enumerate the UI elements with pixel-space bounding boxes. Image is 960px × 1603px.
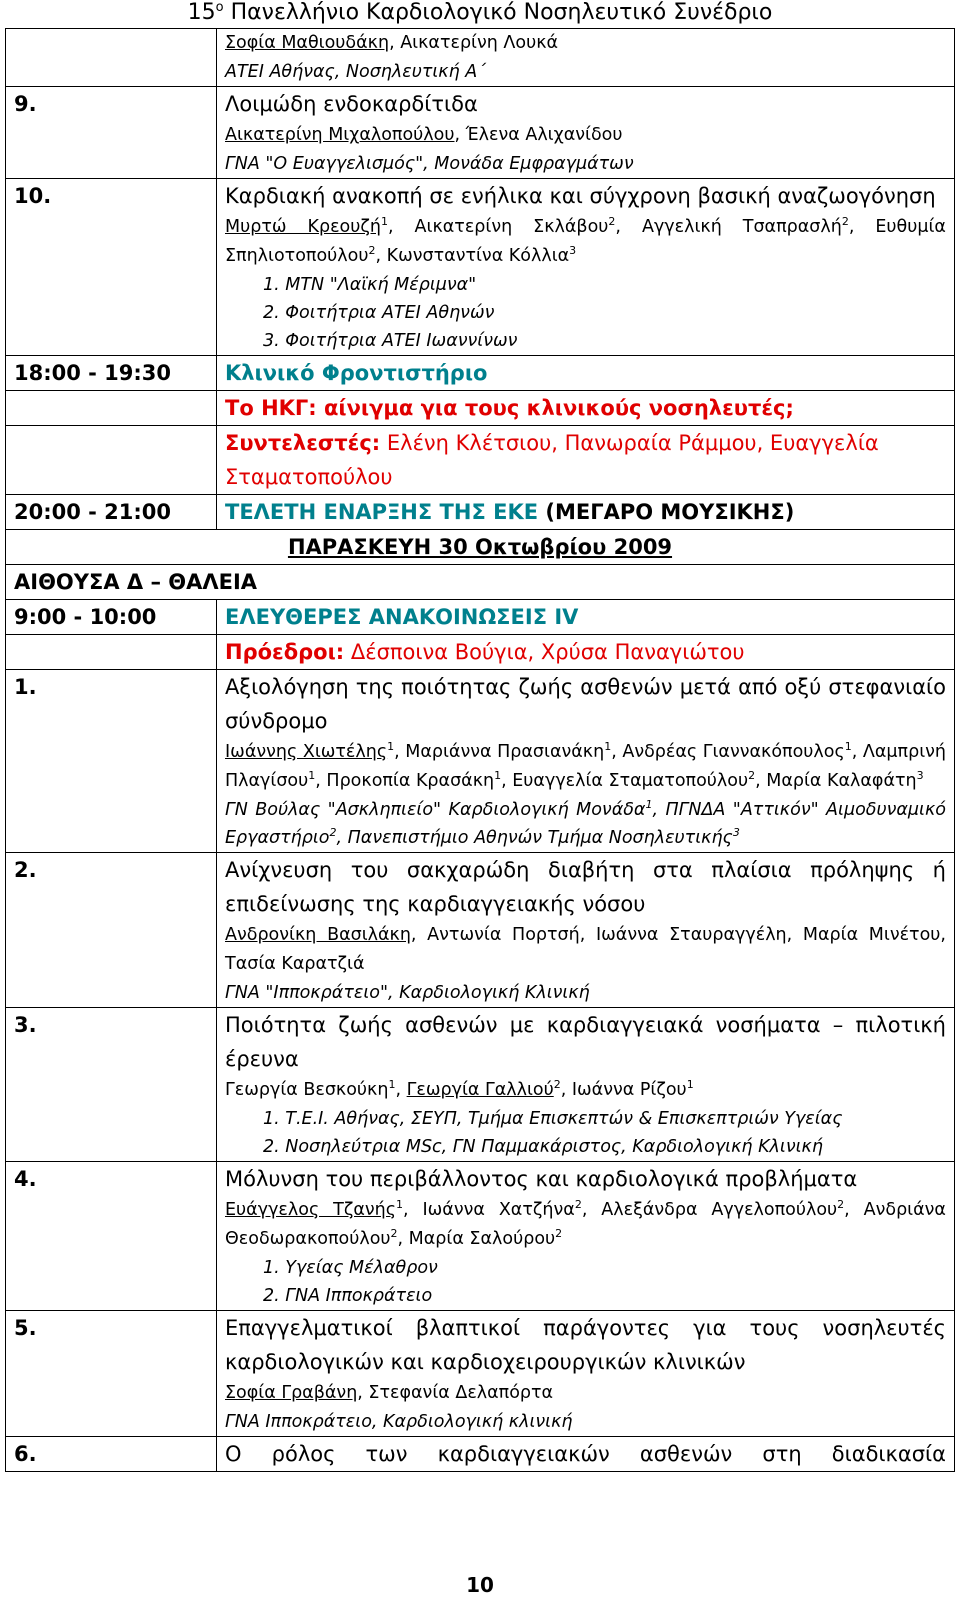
table-row [6,635,955,670]
session-time: 20:00 - 21:00 [6,495,217,530]
room-cell [6,565,955,600]
right-cell [217,1162,955,1311]
item-number: 2. [6,853,217,1008]
affiliation: ΓΝ Βούλας "Ασκληπιείο" Καρδιολογική Μονάδα$^1$, ΠΓΝΔΑ "Αττικόν" Αιμοδυναμικό Εργαστήριο$^2$, Πανεπιστήμιο Αθηνών Τμήμα Νοσηλευτικής$^3$ [225,798,947,848]
page-header [0,0,960,26]
item-number: 6. [6,1437,217,1472]
table-row [6,853,955,1008]
right-cell [217,853,955,1008]
right-cell [217,635,955,670]
item-title: Ανίχνευση του σακχαρώδη διαβήτη στα πλαίσια πρόληψης ή επιδείνωσης της καρδιαγγειακής νόσου [225,858,946,916]
session-time: 9:00 - 10:00 [6,600,217,635]
item-number: 5. [6,1311,217,1437]
table-row [6,391,955,426]
table-row [6,179,955,356]
left-cell [6,426,217,495]
affiliation: 2. Νοσηλεύτρια MSc, ΓΝ Παμμακάριστος, Καρδιολογική Κλινική [263,1137,823,1157]
item-number: 9. [6,87,217,179]
room-heading: ΑΙΘΟΥΣΑ Δ – ΘΑΛΕΙΑ [14,570,258,594]
table-row [6,29,955,87]
right-cell [217,426,955,495]
table-row [6,495,955,530]
authors: Σοφία Μαθιουδάκη, Αικατερίνη Λουκά [225,33,559,53]
item-title: Καρδιακή ανακοπή σε ενήλικα και σύγχρονη βασική αναζωογόνηση [225,184,936,208]
table-row [6,87,955,179]
item-number: 3. [6,1008,217,1162]
authors: Ευάγγελος Τζανής$^1$, Ιωάννα Χατζήνα$^2$, Αλεξάνδρα Αγγελοπούλου$^2$, Ανδριάνα Θεοδωρακοπούλου$^2$, Μαρία Σαλούρου$^2$ [225,1198,946,1249]
left-cell [6,29,217,87]
page-number: 10 [466,1573,494,1597]
authors: Σοφία Γραβάνη, Στεφανία Δελαπόρτα [225,1383,554,1403]
right-cell [217,391,955,426]
right-cell [217,29,955,87]
item-title: Λοιμώδη ενδοκαρδίτιδα [225,92,478,116]
ceremony: ΤΕΛΕΤΗ ΕΝΑΡΞΗΣ ΤΗΣ ΕΚΕ (ΜΕΓΑΡΟ ΜΟΥΣΙΚΗΣ) [225,500,795,524]
item-number: 10. [6,179,217,356]
right-cell [217,1008,955,1162]
right-cell [217,1437,955,1472]
authors: Αικατερίνη Μιχαλοπούλου, Έλενα Αλιχανίδου [225,125,623,145]
affiliation: ΓΝΑ "Ιπποκράτειο", Καρδιολογική Κλινική [225,983,590,1003]
session-subtitle: Το ΗΚΓ: αίνιγμα για τους κλινικούς νοσηλευτές; [225,396,794,420]
left-cell [6,391,217,426]
affiliation: 1. ΜΤΝ "Λαϊκή Μέριμνα" [263,275,477,295]
day-cell [6,530,955,565]
left-cell [6,635,217,670]
right-cell [217,356,955,391]
affiliation: 1. Τ.Ε.Ι. Αθήνας, ΣΕΥΠ, Τμήμα Επισκεπτών & Επισκεπτριών Υγείας [263,1109,843,1129]
table-row [6,356,955,391]
header-superscript: ο [215,0,224,15]
table-row [6,530,955,565]
table-row [6,600,955,635]
table-row [6,1437,955,1472]
table-row [6,565,955,600]
day-heading: ΠΑΡΑΣΚΕΥΗ 30 Οκτωβρίου 2009 [287,535,673,559]
authors: Μυρτώ Κρεουζή$^1$, Αικατερίνη Σκλάβου$^2$, Αγγελική Τσαπρασλή$^2$, Ευθυμία Σπηλιοτοπούλου$^2$, Κωνσταντίνα Κόλλια$^3$ [225,215,946,266]
right-cell [217,87,955,179]
table-row [6,1162,955,1311]
affiliation: ΓΝΑ "Ο Ευαγγελισμός", Μονάδα Εμφραγμάτων [225,154,634,174]
contributors: Συντελεστές: Ελένη Κλέτσιου, Πανωραία Ράμμου, Ευαγγελία Σταματοπούλου [225,431,879,489]
item-title: Επαγγελματικοί βλαπτικοί παράγοντες για τους νοσηλευτές καρδιολογικών και καρδιοχειρουργικών κλινικών [225,1316,946,1374]
right-cell [217,600,955,635]
right-cell [217,179,955,356]
item-title: Μόλυνση του περιβάλλοντος και καρδιολογικά προβλήματα [225,1167,858,1191]
table-row [6,670,955,853]
item-number: 1. [6,670,217,853]
header-title: Πανελλήνιο Καρδιολογικό Νοσηλευτικό Συνέδριο [230,0,773,25]
authors: Ανδρονίκη Βασιλάκη, Αντωνία Πορτσή, Ιωάννα Σταυραγγέλη, Μαρία Μινέτου, Τασία Καρατζιά [225,925,946,974]
authors: Γεωργία Βεσκούκη$^1$, Γεωργία Γαλλιού$^2$, Ιωάννα Ρίζου$^1$ [225,1078,694,1100]
item-title: Ο ρόλος των καρδιαγγειακών ασθενών στη διαδικασία [225,1442,946,1466]
session-time: 18:00 - 19:30 [6,356,217,391]
session-title: Κλινικό Φροντιστήριο [225,361,488,385]
affiliation: ΓΝΑ Ιπποκράτειο, Καρδιολογική κλινική [225,1412,573,1432]
table-row [6,1311,955,1437]
item-title: Αξιολόγηση της ποιότητας ζωής ασθενών μετά από οξύ στεφανιαίο σύνδρομο [225,675,946,733]
item-title: Ποιότητα ζωής ασθενών με καρδιαγγειακά νοσήματα – πιλοτική έρευνα [225,1013,946,1071]
affiliation: ΑΤΕΙ Αθήνας, Νοσηλευτική Α΄ [225,62,486,82]
session-title: ΕΛΕΥΘΕΡΕΣ ΑΝΑΚΟΙΝΩΣΕΙΣ IV [225,605,579,629]
right-cell [217,495,955,530]
header-number: 15 [187,0,216,25]
right-cell [217,1311,955,1437]
affiliation: 2. Φοιτήτρια ΑΤΕΙ Αθηνών [263,303,495,323]
authors: Ιωάννης Χιωτέλης$^1$, Μαριάννα Πρασιανάκη$^1$, Ανδρέας Γιαννακόπουλος$^1$, Λαμπρινή Πλαγίσου$^1$, Προκοπία Κρασάκη$^1$, Ευαγγελία Σταματοπούλου$^2$, Μαρία Καλαφάτη$^3$ [225,740,946,791]
affiliation: 1. Υγείας Μέλαθρον [263,1258,438,1278]
table-row [6,426,955,495]
affiliation: 3. Φοιτήτρια ΑΤΕΙ Ιωαννίνων [263,331,518,351]
program-table [5,28,955,1472]
affiliation: 2. ΓΝΑ Ιπποκράτειο [263,1286,433,1306]
right-cell [217,670,955,853]
table-row [6,1008,955,1162]
item-number: 4. [6,1162,217,1311]
chairs: Πρόεδροι: Δέσποινα Βούγια, Χρύσα Παναγιώτου [225,640,745,664]
